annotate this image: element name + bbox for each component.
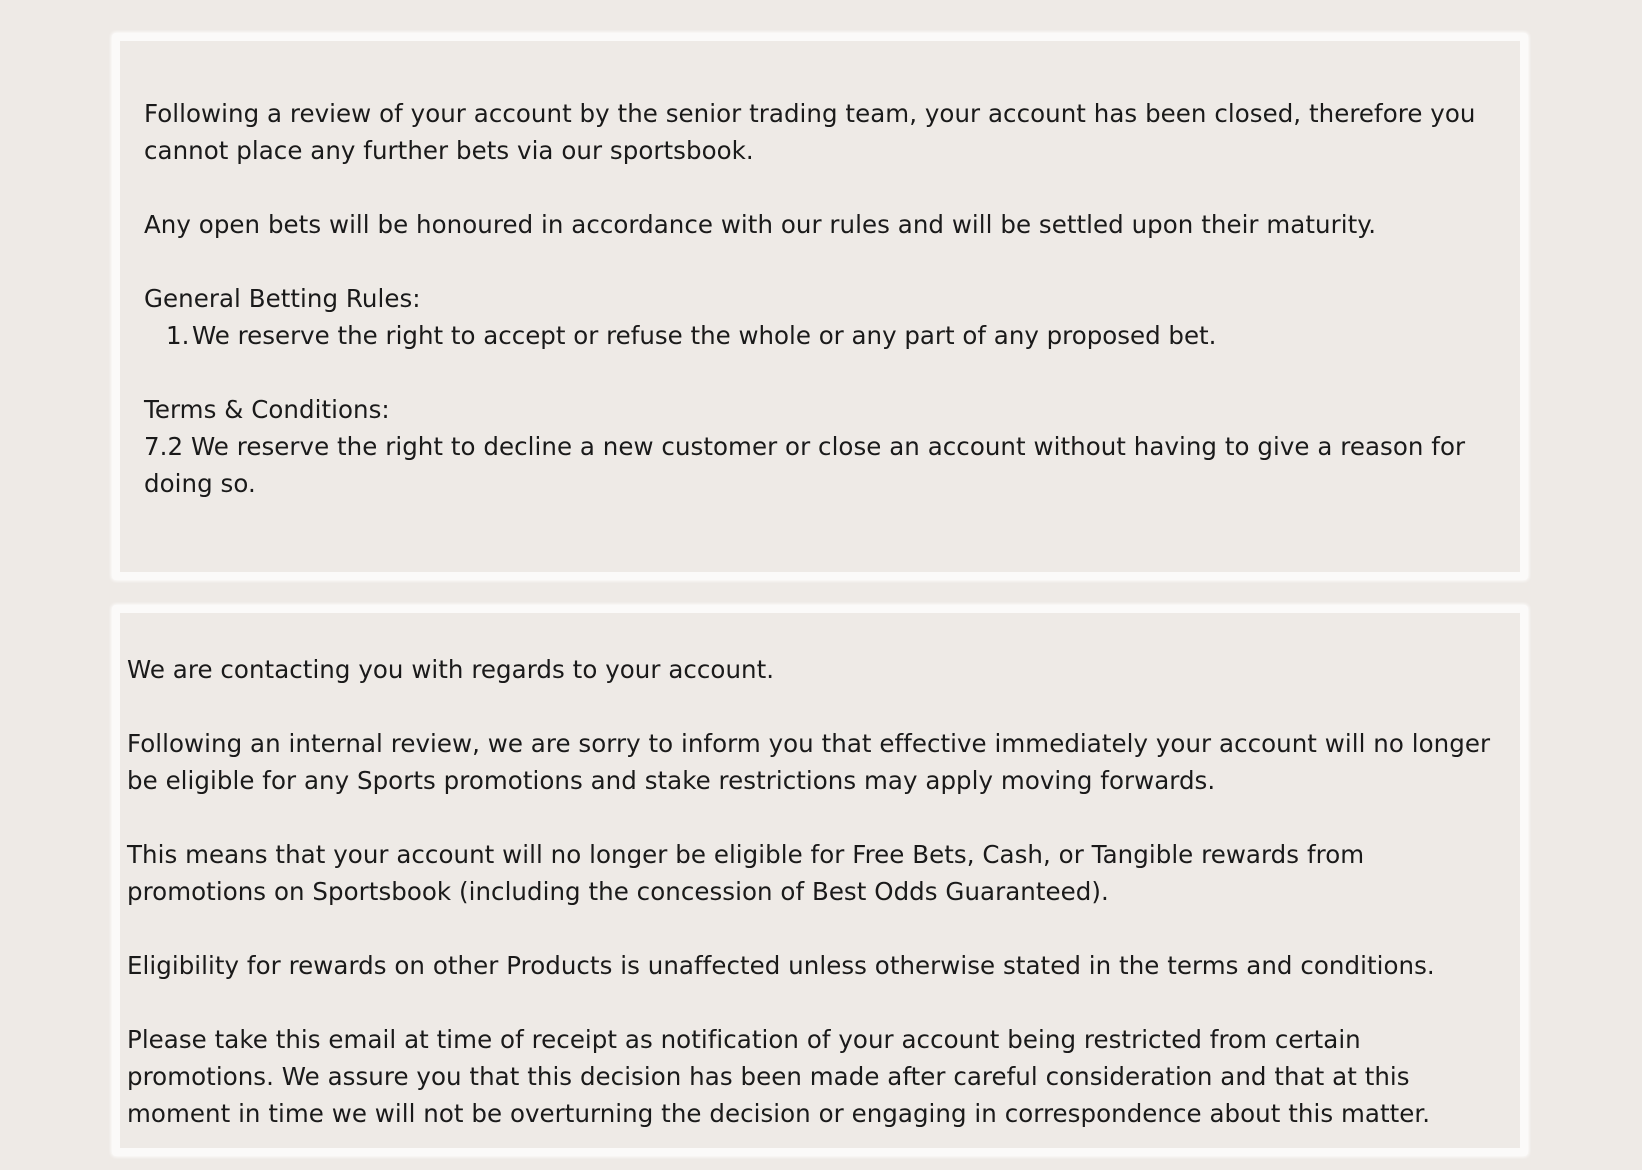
terms-text: 7.2 We reserve the right to decline a new customer or close an account without having to give a reason for doing so. xyxy=(144,432,1466,498)
list-item xyxy=(144,317,1500,354)
open-bets-text: Any open bets will be honoured in accordance with our rules and will be settled upon their maturity. xyxy=(144,210,1377,239)
rules-heading: General Betting Rules: xyxy=(144,284,421,313)
account-closure-notice xyxy=(112,33,1528,580)
eligibility-text: Eligibility for rewards on other Products is unaffected unless otherwise stated in the terms and conditions. xyxy=(127,951,1435,980)
rule-number: 1. xyxy=(166,321,190,350)
rule-text: We reserve the right to accept or refuse the whole or any part of any proposed bet. xyxy=(192,321,1217,350)
internal-review-text: Following an internal review, we are sorry to inform you that effective immediately your account will no longer be eligible for any Sports promotions and stake restrictions may apply moving forwards. xyxy=(127,729,1491,795)
meaning-text: This means that your account will no longer be eligible for Free Bets, Cash, or Tangible rewards from promotions on Sportsbook (including the concession of Best Odds Guaranteed). xyxy=(127,840,1365,906)
closure-intro-text: Following a review of your account by the senior trading team, your account has been closed, therefore you cannot place any further bets via our sportsbook. xyxy=(144,99,1476,165)
terms-heading: Terms & Conditions: xyxy=(144,395,390,424)
notification-text: Please take this email at time of receipt as notification of your account being restricted from certain promotions. We assure you that this decision has been made after careful consideration and that at this moment in time we will not be overturning the decision or engaging in correspondence about this matter. xyxy=(127,1025,1431,1128)
restriction-intro-text: We are contacting you with regards to your account. xyxy=(127,655,775,684)
promotion-restriction-notice xyxy=(112,605,1528,1156)
rules-list xyxy=(144,317,1500,354)
